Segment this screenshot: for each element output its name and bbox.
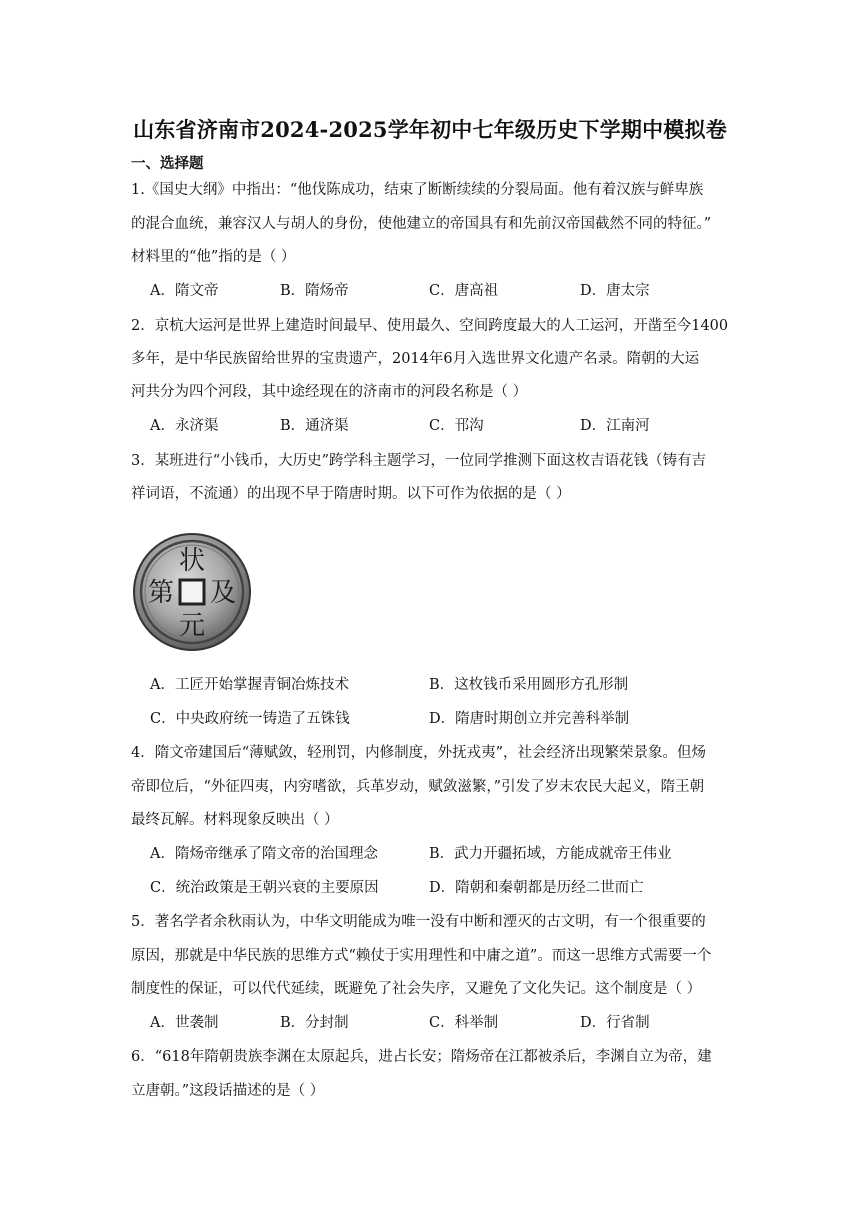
section-heading: 一、选择题	[131, 155, 204, 172]
question-1-option-c: C．唐高祖	[429, 283, 499, 299]
question-4-option-a: A．隋炀帝继承了隋文帝的治国理念	[150, 846, 378, 862]
question-3-option-a: A．工匠开始掌握青铜冶炼技术	[150, 677, 349, 693]
question-1-line-1: 1.《国史大纲》中指出：“他伐陈成功，结束了断断续续的分裂局面。他有着汉族与鲜卑族	[131, 182, 704, 198]
question-5-line-1: 5．著名学者余秋雨认为，中华文明能成为唯一没有中断和湮灭的古文明，有一个很重要的	[131, 914, 706, 930]
coin-char-right: 及	[209, 578, 237, 608]
question-2-line-2: 多年，是中华民族留给世界的宝贵遗产，2014年6月入选世界文化遗产名录。隋朝的大运	[131, 351, 700, 367]
question-1-option-a: A．隋文帝	[150, 283, 219, 299]
question-3-option-d: D．隋唐时期创立并完善科举制	[429, 711, 630, 727]
question-3-line-1: 3．某班进行“小钱币，大历史”跨学科主题学习，一位同学推测下面这枚吉语花钱（铸有吉	[131, 453, 707, 469]
question-1-option-d: D．唐太宗	[580, 283, 650, 299]
question-3-line-2: 祥词语，不流通）的出现不早于隋唐时期。以下可作为依据的是（ ）	[131, 486, 571, 502]
question-2-option-c: C．邗沟	[429, 418, 484, 434]
question-4-line-3: 最终瓦解。材料现象反映出（ ）	[131, 812, 339, 828]
question-6-line-1: 6．“618年隋朝贵族李渊在太原起兵，进占长安；隋炀帝在江都被杀后，李渊自立为帝，建	[131, 1049, 712, 1065]
question-3-option-b: B．这枚钱币采用圆形方孔形制	[429, 677, 629, 693]
question-1-option-b: B．隋炀帝	[280, 283, 349, 299]
question-5-option-b: B．分封制	[280, 1015, 349, 1031]
question-4-line-1: 4．隋文帝建国后“薄赋敛，轻刑罚，内修制度，外抚戎夷”，社会经济出现繁荣景象。但炀	[131, 745, 707, 761]
question-2-option-d: D．江南河	[580, 418, 650, 434]
question-2-option-a: A．永济渠	[150, 418, 219, 434]
question-4-option-c: C．统治政策是王朝兴衰的主要原因	[150, 880, 379, 896]
question-1-line-2: 的混合血统，兼容汉人与胡人的身份，使他建立的帝国具有和先前汉帝国截然不同的特征。”	[131, 216, 712, 232]
question-5-line-2: 原因，那就是中华民族的思维方式“赖仗于实用理性和中庸之道”。而这一思维方式需要一个	[131, 948, 712, 964]
coin-image	[131, 531, 253, 653]
question-6-line-2: 立唐朝。”这段话描述的是（ ）	[131, 1083, 325, 1099]
question-4-option-d: D．隋朝和秦朝都是历经二世而亡	[429, 880, 644, 896]
coin-char-top: 状	[178, 546, 206, 576]
question-4-line-2: 帝即位后，“外征四夷，内穷嗜欲，兵革岁动，赋敛滋繁，”引发了岁末农民大起义，隋王朝	[131, 779, 705, 795]
question-5-option-a: A．世袭制	[150, 1015, 219, 1031]
coin-char-left: 第	[147, 578, 175, 608]
question-1-line-3: 材料里的“他”指的是（ ）	[131, 249, 296, 265]
question-5-option-c: C．科举制	[429, 1015, 499, 1031]
page-title: 山东省济南市2024-2025学年初中七年级历史下学期中模拟卷	[133, 117, 727, 142]
question-4-option-b: B．武力开疆拓域，方能成就帝王伟业	[429, 846, 672, 862]
question-2-option-b: B．通济渠	[280, 418, 349, 434]
question-2-line-3: 河共分为四个河段，其中途经现在的济南市的河段名称是（ ）	[131, 384, 528, 400]
coin-char-bottom: 元	[178, 611, 206, 641]
question-3-option-c: C．中央政府统一铸造了五铢钱	[150, 711, 350, 727]
question-5-line-3: 制度性的保证，可以代代延续，既避免了社会失序，又避免了文化失记。这个制度是（ ）	[131, 981, 702, 997]
question-2-line-1: 2．京杭大运河是世界上建造时间最早、使用最久、空间跨度最大的人工运河，开凿至今1400	[131, 318, 729, 334]
question-5-option-d: D．行省制	[580, 1015, 650, 1031]
